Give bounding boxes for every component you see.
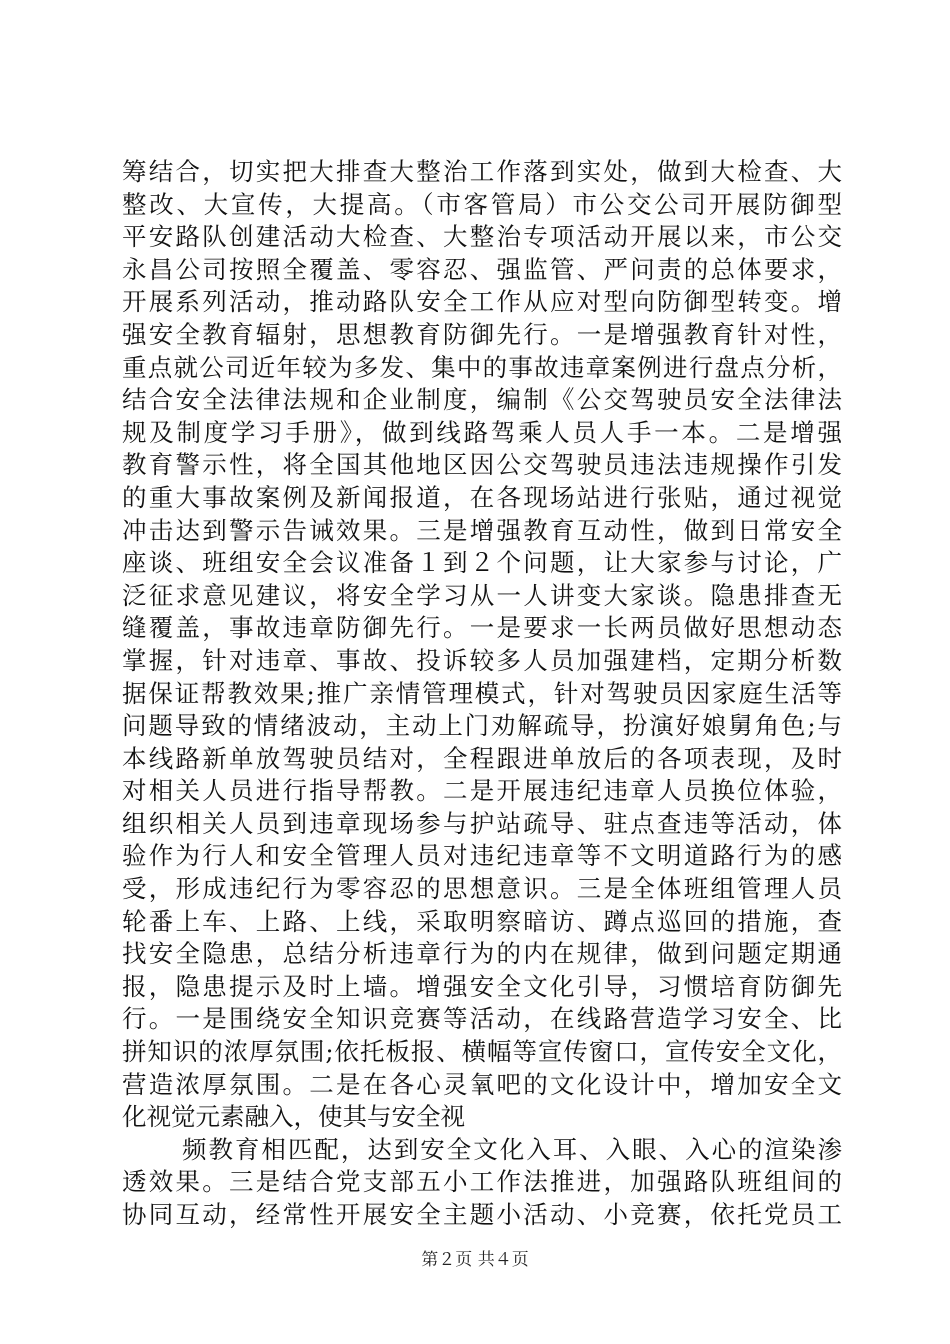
text-line: 拼知识的浓厚氛围;依托板报、横幅等宣传窗口，宣传安全文化，	[122, 1037, 842, 1067]
text-line: 整改、大宣传，大提高。（市客管局）市公交公司开展防御型	[122, 189, 842, 219]
text-line: 强安全教育辐射，思想教育防御先行。一是增强教育针对性，	[122, 319, 842, 349]
text-line: 组织相关人员到违章现场参与护站疏导、驻点查违等活动，体	[122, 808, 842, 838]
text-line: 泛征求意见建议，将安全学习从一人讲变大家谈。隐患排查无	[122, 580, 842, 610]
text-line: 冲击达到警示告诫效果。三是增强教育互动性，做到日常安全	[122, 515, 842, 545]
text-line: 透效果。三是结合党支部五小工作法推进，加强路队班组间的	[122, 1167, 842, 1197]
text-line: 轮番上车、上路、上线，采取明察暗访、蹲点巡回的措施，查	[122, 906, 842, 936]
text-line: 座谈、班组安全会议准备１到２个问题，让大家参与讨论，广	[122, 548, 842, 578]
text-line: 对相关人员进行指导帮教。二是开展违纪违章人员换位体验，	[122, 776, 842, 806]
text-line: 筹结合，切实把大排查大整治工作落到实处，做到大检查、大	[122, 157, 842, 186]
text-line: 重点就公司近年较为多发、集中的事故违章案例进行盘点分析，	[122, 352, 842, 382]
text-line: 教育警示性，将全国其他地区因公交驾驶员违法违规操作引发	[122, 450, 842, 480]
text-line: 规及制度学习手册》，做到线路驾乘人员人手一本。二是增强	[122, 417, 842, 447]
text-line: 开展系列活动，推动路队安全工作从应对型向防御型转变。增	[122, 287, 842, 317]
text-line: 永昌公司按照全覆盖、零容忍、强监管、严问责的总体要求，	[122, 254, 842, 284]
document-body	[122, 156, 842, 1232]
text-line: 缝覆盖，事故违章防御先行。一是要求一长两员做好思想动态	[122, 613, 842, 643]
text-line: 受，形成违纪行为零容忍的思想意识。三是全体班组管理人员	[122, 874, 842, 904]
text-line: 频教育相匹配，达到安全文化入耳、入眼、入心的渲染渗	[182, 1134, 842, 1164]
text-line: 本线路新单放驾驶员结对，全程跟进单放后的各项表现，及时	[122, 743, 842, 773]
text-line: 行。一是围绕安全知识竞赛等活动，在线路营造学习安全、比	[122, 1004, 842, 1034]
text-line: 平安路队创建活动大检查、大整治专项活动开展以来，市公交	[122, 222, 842, 252]
text-line: 找安全隐患，总结分析违章行为的内在规律，做到问题定期通	[122, 939, 842, 969]
text-line: 结合安全法律法规和企业制度，编制《公交驾驶员安全法律法	[122, 385, 842, 415]
text-line: 的重大事故案例及新闻报道，在各现场站进行张贴，通过视觉	[122, 482, 842, 512]
text-line: 问题导致的情绪波动，主动上门劝解疏导，扮演好娘舅角色;与	[122, 711, 842, 741]
text-line: 协同互动，经常性开展安全主题小活动、小竞赛，依托党员工	[122, 1200, 842, 1229]
page-number-footer: 第２页 共４页	[421, 1250, 529, 1270]
text-line: 营造浓厚氛围。二是在各心灵氧吧的文化设计中，增加安全文	[122, 1069, 842, 1099]
text-line: 化视觉元素融入，使其与安全视	[122, 1102, 465, 1132]
text-line: 验作为行人和安全管理人员对违纪违章等不文明道路行为的感	[122, 841, 842, 871]
text-line: 报，隐患提示及时上墙。增强安全文化引导，习惯培育防御先	[122, 971, 842, 1001]
text-line: 掌握，针对违章、事故、投诉较多人员加强建档，定期分析数	[122, 645, 842, 675]
text-line: 据保证帮教效果;推广亲情管理模式，针对驾驶员因家庭生活等	[122, 678, 842, 708]
